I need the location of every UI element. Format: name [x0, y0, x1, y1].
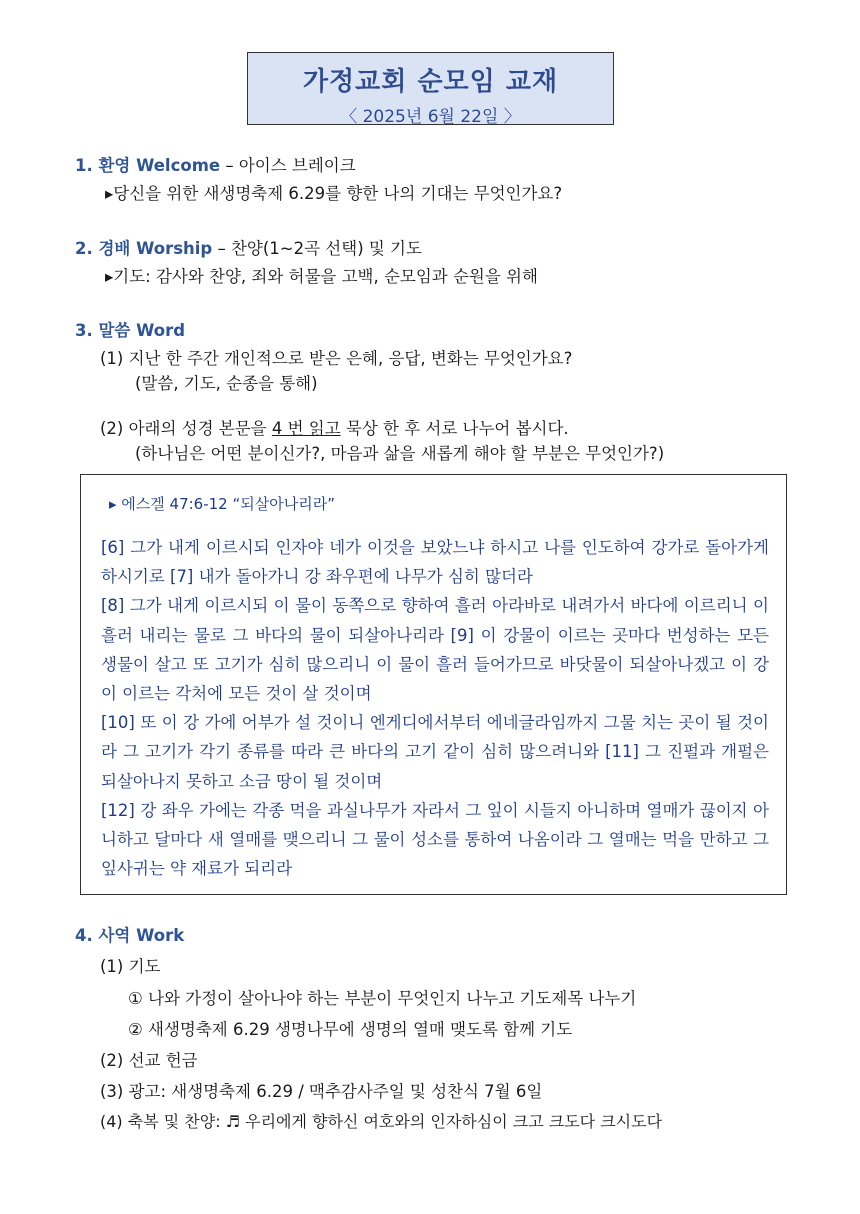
worship-heading-rest: – 찬양(1~2곡 선택) 및 기도 — [212, 239, 422, 258]
section-word-heading: 3. 말씀 Word — [75, 321, 186, 340]
work-item-announcement: (3) 광고: 새생명축제 6.29 / 맥추감사주일 및 성찬식 7월 6일 — [100, 1082, 543, 1101]
scripture-box — [80, 474, 787, 895]
page-title: 가정교회 순모임 교재 — [302, 67, 559, 97]
word-question-1: (1) 지난 한 주간 개인적으로 받은 은혜, 응답, 변화는 무엇인가요? — [100, 349, 573, 368]
q2-prefix: (2) 아래의 성경 본문을 — [100, 419, 272, 438]
work-item-prayer-a: ① 나와 가정이 살아나야 하는 부분이 무엇인지 나누고 기도제목 나누기 — [128, 989, 637, 1008]
q2-suffix: 묵상 한 후 서로 나누어 봅시다. — [340, 419, 569, 438]
welcome-question: ▸당신을 위한 새생명축제 6.29를 향한 나의 기대는 무엇인가요? — [105, 184, 563, 203]
verse-paragraph: [8] 그가 내게 이르시되 이 물이 동쪽으로 향하여 흘러 아라바로 내려가서 바다에 이르리니 이 흘러 내리는 물로 그 바다의 물이 되살아나리라 [9] 이 강물이 이르는 곳마다 번성하는 모든 생물이 살고 또 고기가 심히 많으리니 이 물이 흘러 들어가므로 바닷물이 되살아나겠고 이 강이 이르는 각처에 모든 것이 살 것이며 — [101, 596, 769, 704]
section-welcome-heading — [75, 152, 356, 176]
worship-heading-label: 2. 경배 Worship — [75, 239, 213, 258]
scripture-reference: ▸ 에스겔 47:6-12 “되살아나리라” — [109, 495, 335, 513]
worship-prayer: ▸기도: 감사와 찬양, 죄와 허물을 고백, 순모임과 순원을 위해 — [105, 267, 538, 286]
welcome-heading-label: 1. 환영 Welcome — [75, 156, 221, 175]
verse-paragraph: [12] 강 좌우 가에는 각종 먹을 과실나무가 자라서 그 잎이 시들지 아니하며 열매가 끊이지 아니하고 달마다 새 열매를 맺으리니 그 물이 성소를 통하여 나옴이라 그 열매는 먹을 만하고 그 잎사귀는 약 재료가 되리라 — [101, 800, 769, 879]
work-item-prayer: (1) 기도 — [100, 957, 161, 976]
word-question-2 — [100, 415, 569, 439]
work-item-blessing: (4) 축복 및 찬양: ♬ 우리에게 향하신 여호와의 인자하심이 크고 크도다 크시도다 — [100, 1112, 663, 1131]
welcome-heading-rest: – 아이스 브레이크 — [220, 156, 356, 175]
word-question-2-note: (하나님은 어떤 분이신가?, 마음과 삶을 새롭게 해야 할 부분은 무엇인가?) — [135, 444, 665, 463]
work-item-prayer-b: ② 새생명축제 6.29 생명나무에 생명의 열매 맺도록 함께 기도 — [128, 1020, 573, 1039]
page-date: 〈 2025년 6월 22일 〉 — [340, 107, 521, 127]
work-item-offering: (2) 선교 헌금 — [100, 1051, 198, 1070]
scripture-text — [101, 533, 769, 883]
title-box — [247, 52, 614, 125]
q2-underline: 4 번 읽고 — [271, 419, 341, 438]
verse-paragraph: [6] 그가 내게 이르시되 인자야 네가 이것을 보았느냐 하시고 나를 인도하여 강가로 돌아가게 하시기로 [7] 내가 돌아가니 강 좌우편에 나무가 심히 많더라 — [101, 538, 769, 587]
word-question-1-note: (말씀, 기도, 순종을 통해) — [135, 374, 318, 393]
verse-paragraph: [10] 또 이 강 가에 어부가 설 것이니 엔게디에서부터 에네글라임까지 그물 치는 곳이 될 것이라 그 고기가 각기 종류를 따라 큰 바다의 고기 같이 심히 많으려니와 [11] 그 진펄과 개펄은 되살아나지 못하고 소금 땅이 될 것이며 — [101, 713, 769, 791]
section-worship-heading — [75, 235, 422, 259]
section-work-heading: 4. 사역 Work — [75, 926, 185, 945]
